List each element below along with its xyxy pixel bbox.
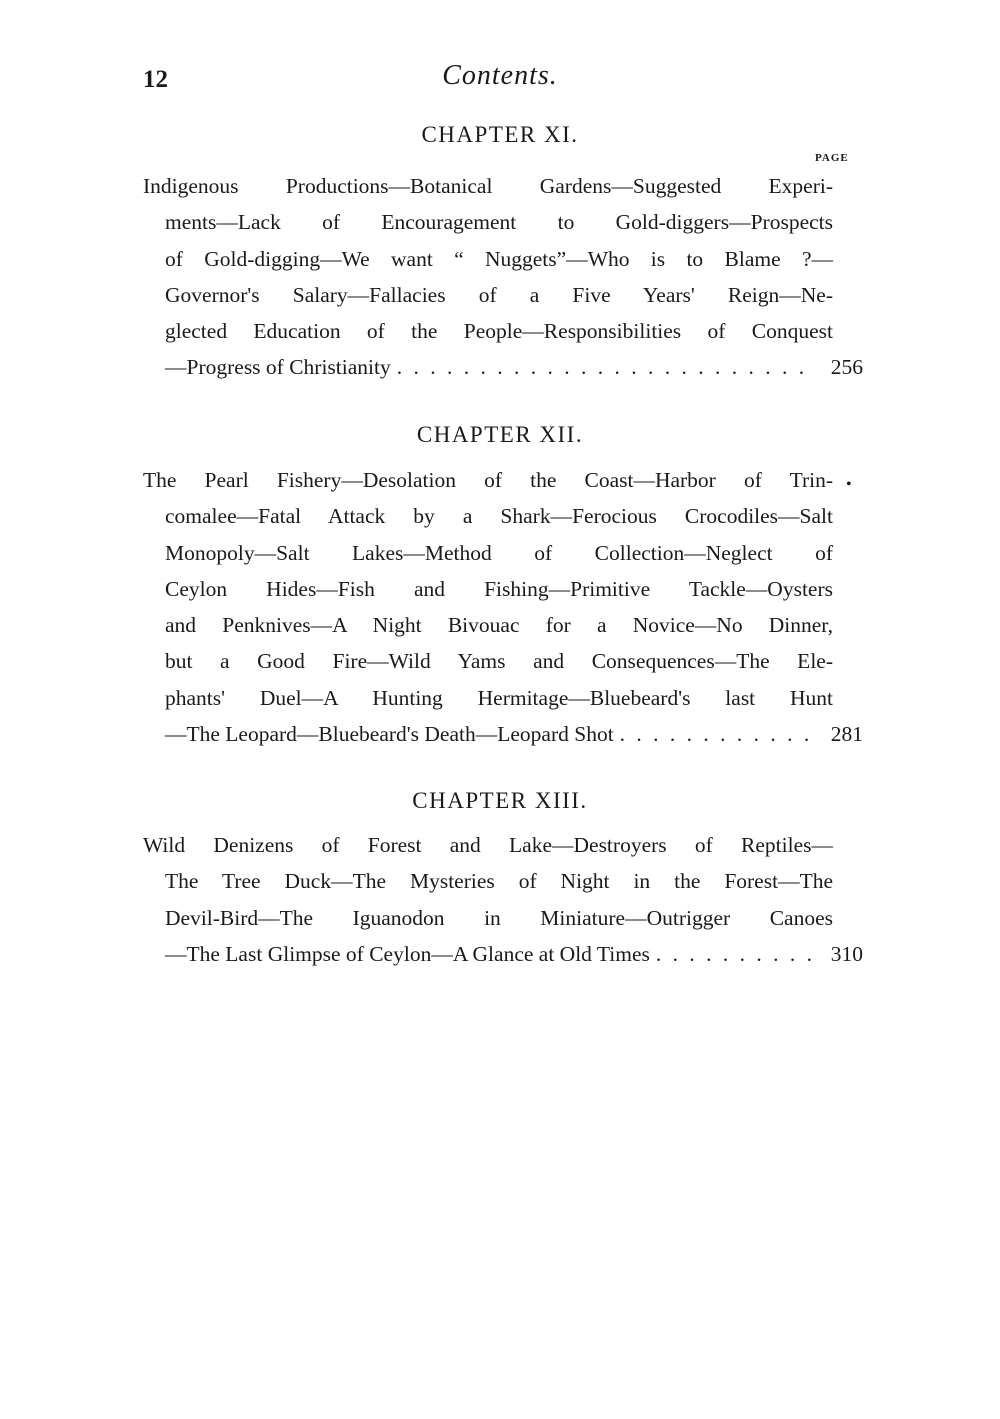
chapter-page-number[interactable]: 256 xyxy=(830,355,863,380)
summary-line: but a Good Fire—Wild Yams and Consequences—The Ele- xyxy=(165,649,833,674)
summary-line: The Tree Duck—The Mysteries of Night in the Forest—The xyxy=(165,869,833,894)
summary-line: —Progress of Christianity . . . 256 xyxy=(143,349,863,385)
summary-line: Governor's Salary—Fallacies of a Five Years' Reign—Ne- xyxy=(165,282,833,307)
summary-line: ments—Lack of Encouragement to Gold-diggers—Prospects xyxy=(165,210,833,235)
running-title: Contents. xyxy=(442,60,558,91)
summary-line: Monopoly—Salt Lakes—Method of Collection—Neglect of xyxy=(165,540,833,565)
dot-leader xyxy=(656,936,813,972)
chapter-summary xyxy=(143,827,863,972)
summary-line: Devil-Bird—The Iguanodon in Miniature—Outrigger Canoes xyxy=(165,905,833,930)
summary-line: and Penknives—A Night Bivouac for a Novice—No Dinner, xyxy=(165,613,833,638)
page-number: 12 xyxy=(143,66,168,93)
chapter-page-number[interactable]: 310 xyxy=(830,941,863,966)
summary-line: phants' Duel—A Hunting Hermitage—Bluebeard's last Hunt xyxy=(165,685,833,710)
dot-leader xyxy=(620,716,813,752)
summary-line: comalee—Fatal Attack by a Shark—Ferocious Crocodiles—Salt xyxy=(165,504,833,529)
chapter-summary xyxy=(143,168,863,386)
summary-line: of Gold-digging—We want “ Nuggets”—Who is to Blame ?— xyxy=(165,246,833,271)
chapter-page-number[interactable]: 281 xyxy=(830,722,863,747)
summary-line: Ceylon Hides—Fish and Fishing—Primitive Tackle—Oysters xyxy=(165,576,833,601)
chapter-summary xyxy=(143,462,863,752)
dot-leader xyxy=(397,349,813,385)
summary-line: Wild Denizens of Forest and Lake—Destroyers of Reptiles— xyxy=(143,833,833,857)
summary-line: —The Last Glimpse of Ceylon—A Glance at Old Times . . . 310 xyxy=(143,936,863,972)
chapter-heading: CHAPTER XI. xyxy=(421,122,579,147)
page-column-label: PAGE xyxy=(815,152,849,164)
chapter-heading: CHAPTER XII. xyxy=(416,422,584,447)
summary-line: Indigenous Productions—Botanical Gardens—Suggested Experi- xyxy=(143,174,833,198)
summary-line: glected Education of the People—Responsibilities of Conquest xyxy=(165,319,833,344)
summary-line: —The Leopard—Bluebeard's Death—Leopard Shot . . . 281 xyxy=(143,716,863,752)
stray-mark: • xyxy=(846,476,852,493)
chapter-heading: CHAPTER XIII. xyxy=(412,788,588,813)
summary-line: The Pearl Fishery—Desolation of the Coast—Harbor of Trin- xyxy=(143,468,833,492)
